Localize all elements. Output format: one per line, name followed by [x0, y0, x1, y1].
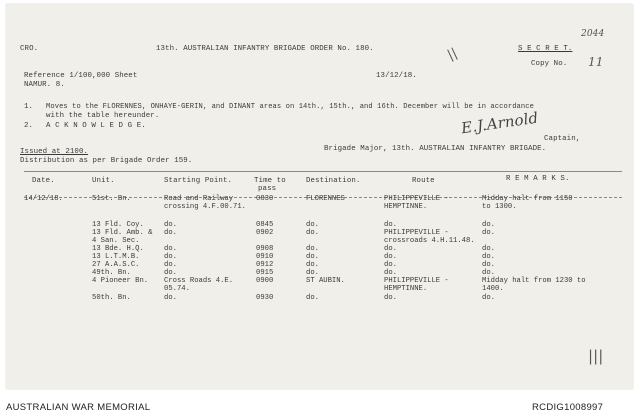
order-date: 13/12/18.: [376, 72, 417, 80]
ref-code: CRO.: [20, 45, 39, 53]
col-route: Route: [412, 177, 435, 185]
cell-starting-point: do.: [164, 221, 177, 229]
cell-time: 0915: [256, 269, 274, 277]
cell-route: do.: [384, 221, 397, 229]
sheet-name: NAMUR. 8.: [24, 81, 65, 89]
cell-destination: ST AUBIN.: [306, 277, 345, 285]
cell-starting-point: Road and Railway crossing 4.F.00.71.: [164, 195, 246, 211]
order-title: 13th. AUSTRALIAN INFANTRY BRIGADE ORDER No. 180.: [156, 45, 374, 53]
cell-time: 0830: [256, 195, 274, 203]
table-top-rule: [24, 171, 622, 172]
cell-destination: do.: [306, 221, 319, 229]
cell-route: PHILIPPEVILLE - crossroads 4.H.11.48.: [384, 229, 475, 245]
col-date: Date.: [32, 177, 55, 185]
para-1-number: 1.: [24, 103, 34, 111]
cell-remarks: do.: [482, 229, 495, 237]
cell-remarks: do.: [482, 245, 495, 253]
acknowledge-text: A C K N O W L E D G E.: [46, 122, 146, 130]
bracket-mark: ||: [445, 45, 460, 64]
cell-time: 0902: [256, 229, 274, 237]
cell-destination: FLORENNES: [306, 195, 345, 203]
cell-date: 14/12/18.: [24, 195, 63, 203]
cell-time: 0930: [256, 294, 274, 302]
document-page: [6, 4, 633, 389]
cell-destination: do.: [306, 245, 319, 253]
signatory-rank: Captain,: [544, 135, 581, 143]
signatory-title: Brigade Major, 13th. AUSTRALIAN INFANTRY BRIGADE.: [324, 145, 547, 153]
cell-starting-point: do.: [164, 253, 177, 261]
cell-remarks: do.: [482, 253, 495, 261]
cell-unit: 13 Fld. Amb. & 4 San. Sec.: [92, 229, 153, 245]
cell-route: do.: [384, 269, 397, 277]
cell-starting-point: Cross Roads 4.E. 05.74.: [164, 277, 234, 293]
cell-route: do.: [384, 294, 397, 302]
cell-destination: do.: [306, 253, 319, 261]
para-1-line-2: with the table hereunder.: [46, 112, 160, 120]
cell-remarks: do.: [482, 221, 495, 229]
footer-right: RCDIG1008997: [532, 402, 604, 413]
col-remarks: R E M A R K S.: [506, 175, 570, 183]
cell-time: 0908: [256, 245, 274, 253]
col-time-2: pass: [258, 185, 277, 193]
cell-starting-point: do.: [164, 294, 177, 302]
copy-number: 11: [588, 55, 604, 69]
col-destination: Destination.: [306, 177, 361, 185]
cell-unit: 51st. Bn.: [92, 195, 131, 203]
cell-remarks: do.: [482, 294, 495, 302]
cell-route: do.: [384, 253, 397, 261]
cell-route: PHILIPPEVILLE - HEMPTINNE.: [384, 195, 449, 211]
cell-remarks: Midday halt from 1150 to 1300.: [482, 195, 573, 211]
cell-unit: 50th. Bn.: [92, 294, 131, 302]
para-2-number: 2.: [24, 122, 34, 130]
copy-label: Copy No.: [531, 60, 568, 68]
cell-time: 0900: [256, 277, 274, 285]
issued-at: Issued at 2100.: [20, 148, 89, 156]
secret-label: S E C R E T.: [518, 45, 573, 53]
top-right-mark: 2044: [581, 29, 605, 39]
footer-left: AUSTRALIAN WAR MEMORIAL: [6, 402, 151, 413]
signature: E.J.Arnold: [460, 108, 540, 138]
page-mark: |||: [588, 347, 604, 365]
cell-destination: do.: [306, 229, 319, 237]
col-starting-point: Starting Point.: [164, 177, 233, 185]
cell-time: 0912: [256, 261, 274, 269]
cell-unit: 13 Bde. H.Q.: [92, 245, 144, 253]
cell-remarks: Midday halt from 1230 to 1400.: [482, 277, 586, 293]
cell-starting-point: do.: [164, 261, 177, 269]
cell-destination: do.: [306, 294, 319, 302]
cell-unit: 49th. Bn.: [92, 269, 131, 277]
cell-starting-point: do.: [164, 245, 177, 253]
cell-route: do.: [384, 261, 397, 269]
cell-unit: 27 A.A.S.C.: [92, 261, 140, 269]
distribution: Distribution as per Brigade Order 159.: [20, 157, 193, 165]
col-time: Time to: [254, 177, 286, 185]
cell-remarks: do.: [482, 261, 495, 269]
cell-starting-point: do.: [164, 269, 177, 277]
col-unit: Unit.: [92, 177, 115, 185]
cell-time: 0910: [256, 253, 274, 261]
cell-route: do.: [384, 245, 397, 253]
cell-unit: 13 Fld. Coy.: [92, 221, 144, 229]
para-1-line-1: Moves to the FLORENNES, ONHAYE-GERIN, and DINANT areas on 14th., 15th., and 16th. December will be in accordance: [46, 103, 534, 111]
cell-destination: do.: [306, 261, 319, 269]
cell-unit: 13 L.T.M.B.: [92, 253, 140, 261]
cell-time: 0845: [256, 221, 274, 229]
cell-starting-point: do.: [164, 229, 177, 237]
cell-remarks: do.: [482, 269, 495, 277]
cell-destination: do.: [306, 269, 319, 277]
cell-unit: 4 Pioneer Bn.: [92, 277, 149, 285]
cell-route: PHILIPPEVILLE - HEMPTINNE.: [384, 277, 449, 293]
reference-sheet: Reference 1/100,000 Sheet: [24, 72, 138, 80]
